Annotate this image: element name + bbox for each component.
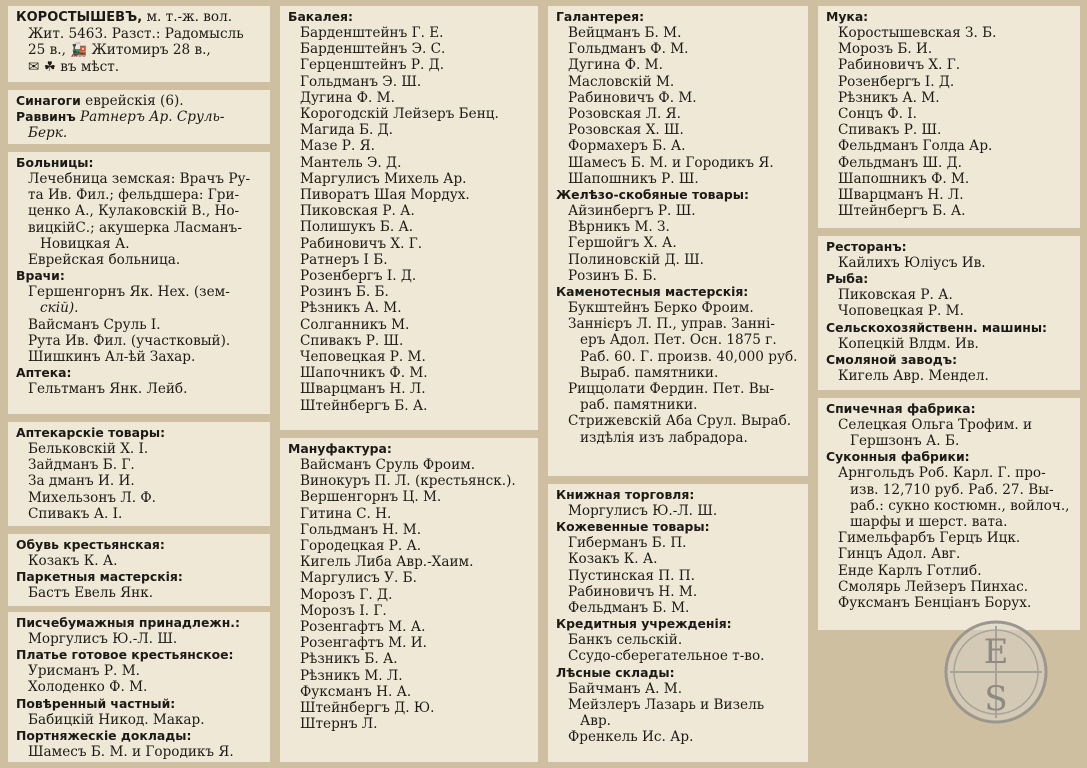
entry: Корогодскій Лейзеръ Бенц. <box>300 106 499 123</box>
entry: скій). <box>40 300 79 317</box>
entry: Козакъ К. А. <box>568 551 658 568</box>
entry: Морозъ Б. И. <box>838 41 933 58</box>
shoes-box <box>8 534 270 606</box>
entry: Рѣзникъ А. М. <box>300 300 402 317</box>
entry: Городецкая Р. А. <box>300 538 422 555</box>
entry: Розинъ Б. Б. <box>568 267 657 284</box>
entry: Розинъ Б. Б. <box>300 284 389 301</box>
entry: Рѣзникъ М. Л. <box>300 667 403 684</box>
town-info-line: ✉ ☘ въ мѣст. <box>28 58 120 75</box>
entry: вицкійС.; акушерка Ласманъ- <box>28 219 242 236</box>
entry: За дманъ И. И. <box>28 473 135 490</box>
entry: Мазе Р. Я. <box>300 138 375 155</box>
entry: Гольдманъ Н. М. <box>300 521 422 538</box>
entry: Копецкій Влдм. Ив. <box>838 335 979 352</box>
section-heading: Кредитныя учрежденія: <box>556 616 732 632</box>
entry: Риццолати Фердин. Пет. Вы- <box>568 381 775 398</box>
entry: Фуксманъ Н. А. <box>300 683 412 700</box>
entry: Айзинбергъ Р. Ш. <box>568 203 696 220</box>
entry: Гиберманъ Б. П. <box>568 535 687 552</box>
entry: Селецкая Ольга Трофим. и <box>838 417 1033 433</box>
entry: Шварцманъ Н. Л. <box>838 187 964 204</box>
entry: Берк. <box>28 125 68 142</box>
section-heading: Спичечная фабрика: <box>826 401 976 416</box>
section-heading: Каменотесныя мастерскія: <box>556 284 749 300</box>
section-heading: Портняжескіе доклады: <box>16 727 192 743</box>
entry: Бастъ Евель Янк. <box>28 585 154 602</box>
entry: Моргулисъ Ю.-Л. Ш. <box>568 503 718 519</box>
section-heading: Смоляной заводъ: <box>826 351 958 367</box>
entry: Банкъ сельскій. <box>568 632 683 649</box>
entry: Маргулисъ У. Б. <box>300 570 417 587</box>
section-heading: Писчебумажныя принадлежн.: <box>16 615 240 630</box>
section-heading: Рыба: <box>826 271 869 287</box>
entry: Кайлихъ Юліусъ Ив. <box>838 255 986 271</box>
entry: ценко А., Кулаковскій В., Но- <box>28 203 240 220</box>
entry: Штейнбергъ Д. Ю. <box>300 700 435 717</box>
entry: Енде Карлъ Готлиб. <box>838 562 982 579</box>
entry: Гольдманъ Э. Ш. <box>300 73 422 90</box>
entry: Гимельфарбъ Герцъ Ицк. <box>838 530 1021 547</box>
entry: Мейзлеръ Лазарь и Визель <box>568 696 765 713</box>
section-heading: Синагоги <box>16 93 81 108</box>
entry: Вейцманъ Б. М. <box>568 25 682 41</box>
matches-box <box>818 398 1080 630</box>
entry: Ратнеръ Ар. Сруль- <box>80 109 225 126</box>
restaurant-box <box>818 236 1080 390</box>
leather-list <box>556 535 802 616</box>
watermark-letter-e: E <box>983 632 1009 672</box>
entry: Новицкая А. <box>40 235 130 252</box>
iron-list <box>556 203 802 284</box>
entry: Зайдманъ Б. Г. <box>28 457 135 474</box>
entry: Холоденко Ф. М. <box>28 679 148 696</box>
entry: Морозъ Г. Д. <box>300 586 393 603</box>
entry: Фельдманъ Б. М. <box>568 600 690 617</box>
entry: Барденштейнъ Э. С. <box>300 41 446 58</box>
entry: Лечебница земская: Врачъ Ру- <box>28 171 251 187</box>
entry: Кигель Авр. Мендел. <box>838 367 989 384</box>
entry: Шамесъ Б. М. и Городикъ Я. <box>568 154 774 171</box>
entry: Шапочникъ Ф. М. <box>300 365 428 382</box>
entry: Розенгафтъ М. И. <box>300 635 427 652</box>
town-line <box>16 9 264 26</box>
entry: Розенбергъ I. Д. <box>838 73 955 90</box>
entry: та Ив. Фил.; фельдшера: Гри- <box>28 187 240 204</box>
section-heading: Повѣренный частный: <box>16 695 176 711</box>
pharm-goods-box <box>8 422 270 526</box>
entry: Френкель Ис. Ар. <box>568 729 694 746</box>
entry: Шамесъ Б. М. и Городикъ Я. <box>28 743 234 760</box>
entry: Гельтманъ Янк. Лейб. <box>28 381 188 398</box>
entry: Заннієръ Л. П., управ. Занні- <box>568 316 775 333</box>
entry: Выраб. памятники. <box>580 364 719 381</box>
section-heading: Ресторанъ: <box>826 239 907 254</box>
entry: Шварцманъ Н. Л. <box>300 381 426 398</box>
haberdashery-list <box>556 25 802 187</box>
hospitals-box <box>8 152 270 414</box>
entry: Козакъ К. А. <box>28 553 118 569</box>
section-heading: Обувь крестьянская: <box>16 537 165 552</box>
entry: Рабиновичъ Х. Г. <box>300 235 423 252</box>
entry: Раб. 60. Г. произв. 40,000 руб. <box>580 348 798 365</box>
grocery-list <box>288 25 532 414</box>
entry: Сонцъ Ф. I. <box>838 106 917 123</box>
entry: Ссудо-сберегательное т-во. <box>568 648 765 665</box>
entry: Магида Б. Д. <box>300 122 394 139</box>
entry: Бельковскій Х. I. <box>28 441 149 457</box>
entry: Вѣрникъ М. З. <box>568 219 670 236</box>
entry: Бабицкій Никод. Макар. <box>28 711 205 728</box>
entry: Фельдманъ Голда Ар. <box>838 138 993 155</box>
entry: Байчманъ А. М. <box>568 680 683 697</box>
textiles-list <box>288 457 532 732</box>
section-heading: Аптекарскіе товары: <box>16 425 166 440</box>
section-heading: Лѣсные склады: <box>556 664 675 680</box>
entry: Розенбергъ I. Д. <box>300 268 417 285</box>
entry: Михельзонъ Л. Ф. <box>28 489 156 506</box>
entry: Шапошникъ Ф. М. <box>838 170 970 187</box>
town-info-line: м. т.-ж. вол. <box>146 9 233 25</box>
section-heading: Желѣзо-скобяные товары: <box>556 187 749 203</box>
flour-list <box>826 25 1074 219</box>
entry: издѣлія изъ лабрадора. <box>580 429 748 446</box>
textiles-box <box>280 438 538 762</box>
entry: раб. памятники. <box>580 397 698 414</box>
entry: Гольдманъ Ф. М. <box>568 41 689 58</box>
section-heading: Паркетныя мастерскія: <box>16 569 183 585</box>
grocery-box <box>280 6 538 430</box>
entry: Дугина Ф. М. <box>300 89 395 106</box>
entry: Полишукъ Б. А. <box>300 219 414 236</box>
entry: Букштейнъ Берко Фроим. <box>568 300 754 317</box>
entry: Розовская Х. Ш. <box>568 122 684 139</box>
entry: Вершенгорнъ Ц. М. <box>300 489 442 506</box>
section-heading: Раввинъ <box>16 109 76 125</box>
synagogue-box <box>8 90 270 144</box>
entry: Дугина Ф. М. <box>568 57 663 74</box>
entry: Мантель Э. Д. <box>300 154 402 171</box>
section-heading: Мука: <box>826 9 869 24</box>
entry: раб.: сукно костюмн., войлоч., <box>850 497 1070 514</box>
section-heading: Бакалея: <box>288 9 353 24</box>
entry: Формахеръ Б. А. <box>568 138 686 155</box>
entry: еврейскія (6). <box>85 93 184 109</box>
stationery-box <box>8 612 270 762</box>
entry: Гершойгъ Х. А. <box>568 235 677 252</box>
haberdashery-box <box>548 6 808 476</box>
flour-box <box>818 6 1080 228</box>
town-info-line: 25 в., 🚂 Житомиръ 28 в., <box>28 42 211 59</box>
entry: Барденштейнъ Г. Е. <box>300 25 444 41</box>
entry: Урисманъ Р. М. <box>28 663 140 680</box>
es-watermark-logo <box>942 618 1050 726</box>
entry: Фельдманъ Ш. Д. <box>838 154 962 171</box>
section-heading: Книжная торговля: <box>556 487 695 502</box>
entry: Вайсманъ Сруль I. <box>28 316 161 333</box>
section-heading: Сельскохозяйственн. машины: <box>826 319 1047 335</box>
watermark-letter-s: S <box>984 679 1008 719</box>
entry: шарфы и шерст. вата. <box>850 514 1008 531</box>
town-name: КОРОСТЫШЕВЪ, <box>16 10 143 25</box>
books-box <box>548 484 808 762</box>
entry: Авр. <box>580 713 611 730</box>
town-header-box <box>8 6 270 82</box>
section-heading: Кожевенные товары: <box>556 519 710 535</box>
entry: Гитина С. Н. <box>300 505 392 522</box>
entry: Фуксманъ Бенціанъ Борух. <box>838 595 1032 612</box>
entry: Чеповецкая Р. М. <box>300 349 426 366</box>
entry: Гершзонъ А. Б. <box>850 433 960 450</box>
entry: еръ Адол. Пет. Осн. 1875 г. <box>580 332 777 349</box>
entry: Спивакъ Р. Ш. <box>838 122 942 139</box>
entry: Розовская Л. Я. <box>568 106 681 123</box>
entry: Гинцъ Адол. Авг. <box>838 546 961 563</box>
entry: Коростышевская З. Б. <box>838 25 997 41</box>
entry: Штернъ Л. <box>300 716 378 733</box>
entry: Рабиновичъ Ф. М. <box>568 89 697 106</box>
entry: Пиворатъ Шая Мордух. <box>300 187 470 204</box>
entry: Рѣзникъ А. М. <box>838 89 940 106</box>
entry: Винокуръ П. Л. (крестьянск.). <box>300 473 516 490</box>
entry: Гершенгорнъ Як. Нех. (зем- <box>28 284 230 301</box>
entry: Пустинская П. П. <box>568 567 695 584</box>
entry: Маргулисъ Михель Ар. <box>300 170 467 187</box>
entry: Герценштейнъ Р. Д. <box>300 57 445 74</box>
section-heading: Суконныя фабрики: <box>826 449 970 465</box>
entry: Розенгафтъ М. А. <box>300 619 426 636</box>
town-info-line: Жит. 5463. Разст.: Радомысль <box>28 26 244 43</box>
entry: Кигель Либа Авр.-Хаим. <box>300 554 474 571</box>
entry: Вайсманъ Сруль Фроим. <box>300 457 476 473</box>
entry: Стрижевскій Аба Срул. Выраб. <box>568 413 792 430</box>
entry: Штейнбергъ Б. А. <box>838 203 966 220</box>
entry: Полиновскій Д. Ш. <box>568 251 704 268</box>
entry: Пиковская Р. А. <box>838 287 953 304</box>
entry: Штейнбергъ Б. А. <box>300 397 428 414</box>
entry: Смолярь Лейзеръ Пинхас. <box>838 578 1029 595</box>
entry: Солганникъ М. <box>300 316 410 333</box>
entry: изв. 12,710 руб. Раб. 27. Вы- <box>850 481 1054 498</box>
section-heading: Больницы: <box>16 155 94 170</box>
entry: Шапошникъ Р. Ш. <box>568 170 699 187</box>
section-heading: Аптека: <box>16 365 72 381</box>
section-heading: Мануфактура: <box>288 441 392 456</box>
entry: Морозъ I. Г. <box>300 602 387 619</box>
entry: Шишкинъ Ал-ѣй Захар. <box>28 349 196 366</box>
section-heading: Платье готовое крестьянское: <box>16 647 234 663</box>
section-heading: Галантерея: <box>556 9 645 24</box>
section-heading: Врачи: <box>16 268 65 284</box>
entry: Пиковская Р. А. <box>300 203 415 220</box>
entry: Спивакъ Р. Ш. <box>300 332 404 349</box>
entry: Рута Ив. Фил. (участковый). <box>28 332 231 349</box>
entry: Моргулисъ Ю.-Л. Ш. <box>28 631 178 647</box>
entry: Рѣзникъ Б. А. <box>300 651 398 668</box>
entry: Рабиновичъ Х. Г. <box>838 57 961 74</box>
entry: Арнгольдъ Роб. Карл. Г. про- <box>838 465 1046 482</box>
entry: Спивакъ А. I. <box>28 505 123 522</box>
entry: Чоповецкая Р. М. <box>838 303 964 320</box>
entry: Еврейская больница. <box>28 252 181 269</box>
entry: Масловскій М. <box>568 73 675 90</box>
entry: Рабиновичъ Н. М. <box>568 583 698 600</box>
entry: Ратнеръ I Б. <box>300 251 388 268</box>
